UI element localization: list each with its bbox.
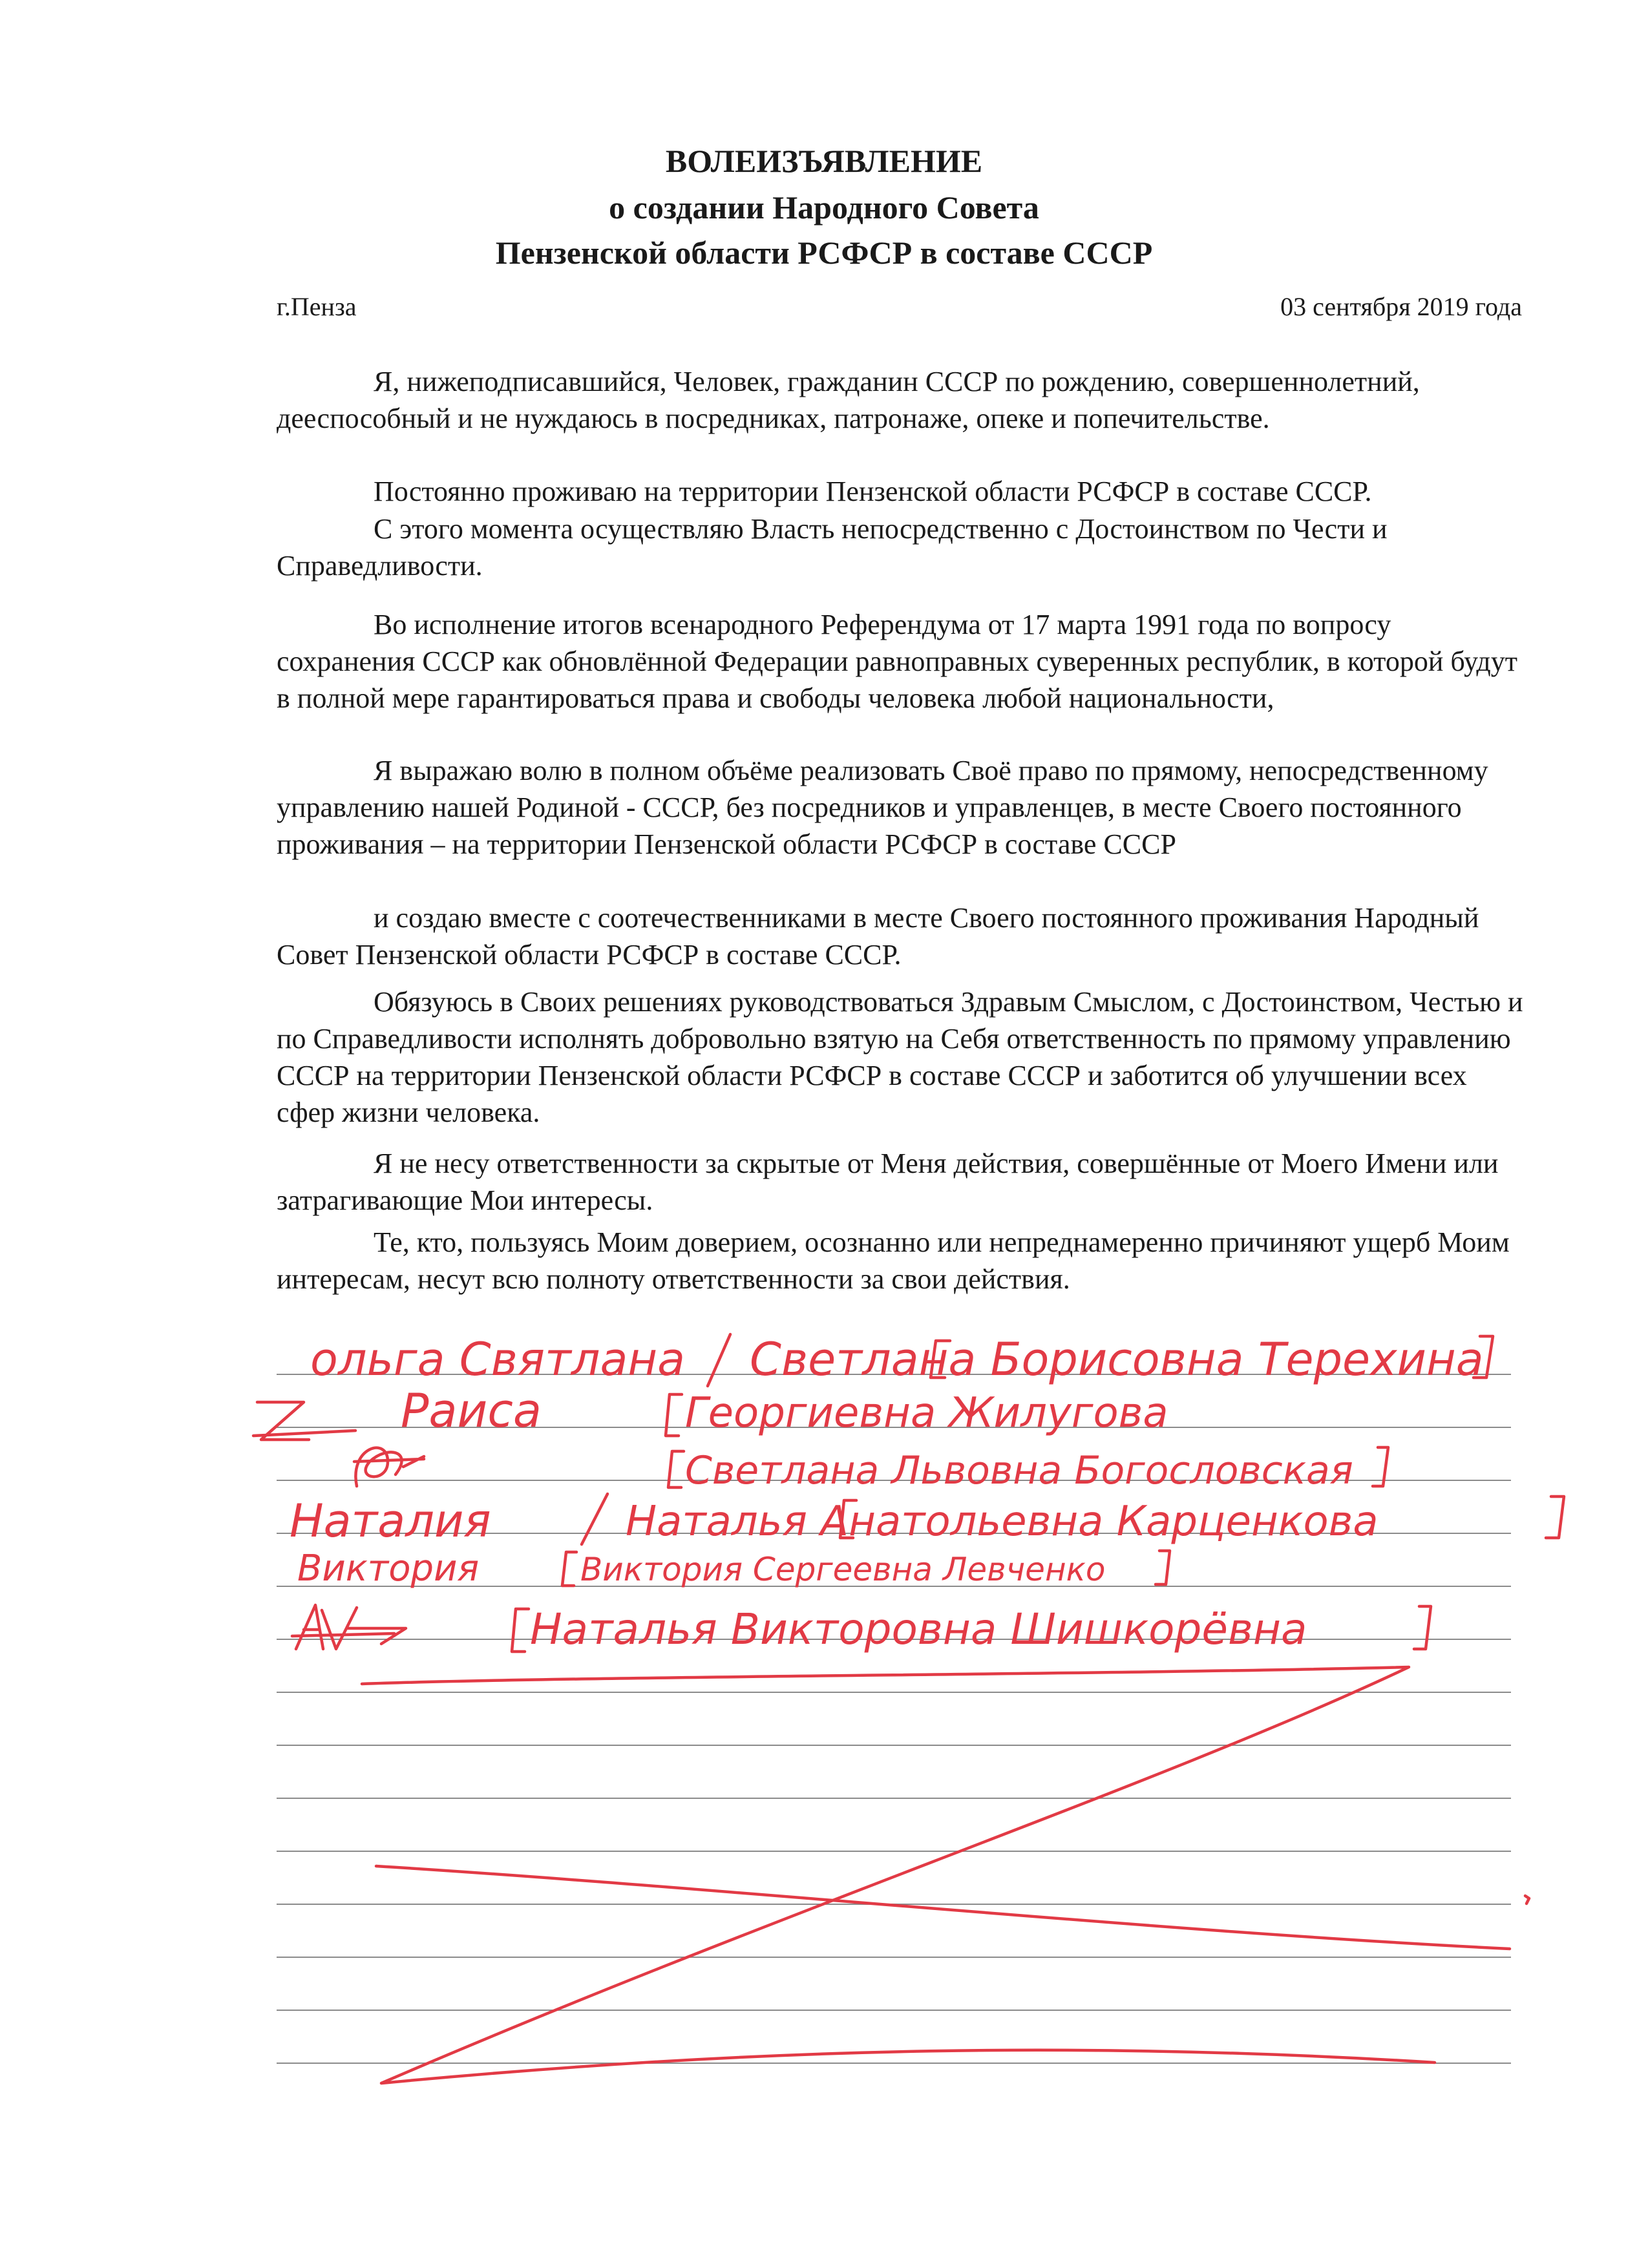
signature-separator: [708, 1334, 730, 1386]
signature-bracket: [666, 1394, 682, 1436]
signature-line: [277, 1427, 1511, 1428]
signature-line: [277, 2010, 1511, 2011]
paragraph-identity: Я, нижеподписавшийся, Человек, гражданин СССР по рождению, совершеннолетний, дееспособный и не нуждаюсь в посредниках, патронаже, опеке и попечительстве.: [277, 366, 1420, 434]
cancellation-mark: [376, 1866, 1510, 1949]
signature-line: [277, 1692, 1511, 1693]
signature-mark: Раиса: [401, 1383, 542, 1438]
signature-line: [277, 1533, 1511, 1534]
paragraph-obligation: Обязуюсь в Своих решениях руководствоваться Здравым Смыслом, с Достоинством, Честью и по Справедливости исполнять добровольно взятую на Себя ответственность по прямому управлению СССР на территории Пензенской области РСФСР в составе СССР и заботится об улучшении всех сфер жизни человека.: [277, 986, 1523, 1128]
document-date: 03 сентября 2019 года: [1280, 292, 1522, 321]
paragraph-responsibility: Я не несу ответственности за скрытые от Меня действия, совершённые от Моего Имени или затрагивающие Мои интересы.: [277, 1148, 1499, 1216]
signature-name: Наталья Викторовна Шишкорёвна: [530, 1604, 1307, 1654]
signature-line: [277, 1798, 1511, 1799]
signature-line: [277, 1586, 1511, 1587]
signature-bracket: [512, 1606, 1431, 1652]
signature-name: Светлана Борисовна Терехина: [750, 1333, 1484, 1386]
signature-line: [277, 1745, 1511, 1746]
signature-bracket: [562, 1551, 1170, 1586]
signature-row: [290, 1494, 1564, 1548]
paragraph-liability: Те, кто, пользуясь Моим доверием, осознанно или непреднамеренно причиняют ущерб Моим интересам, несут всю полноту ответственности за свои действия.: [277, 1226, 1510, 1295]
ink-speck: [1525, 1896, 1529, 1904]
signature-name: Георгиевна Жилугова: [685, 1389, 1168, 1437]
document-subtitle-line-1: о создании Народного Совета: [609, 189, 1039, 226]
paragraph-residence: Постоянно проживаю на территории Пензенской области РСФСР в составе СССР.: [374, 476, 1372, 507]
signature-line: [277, 1904, 1511, 1905]
signature-line: [277, 1480, 1511, 1481]
signature-separator: [582, 1494, 607, 1544]
signature-name: Наталья Анатольевна Карценкова: [626, 1498, 1379, 1546]
document-city: г.Пенза: [277, 292, 357, 321]
signature-line: [277, 1639, 1511, 1640]
signature-line: [277, 2063, 1511, 2064]
signature-bracket: [840, 1496, 1564, 1538]
signature-line: [277, 1957, 1511, 1958]
signature-mark: Виктория: [297, 1548, 480, 1590]
signature-row: [297, 1548, 1170, 1590]
signature-name: Виктория Сергеевна Левченко: [580, 1551, 1106, 1588]
signature-row: [310, 1333, 1493, 1386]
signature-mark: Наталия: [290, 1495, 491, 1548]
document-subtitle-line-2: Пензенской области РСФСР в составе СССР: [495, 235, 1153, 271]
paragraph-authority: С этого момента осуществляю Власть непосредственно с Достоинством по Чести и Справедливости.: [277, 513, 1388, 582]
signature-name: Светлана Львовна Богословская: [685, 1448, 1353, 1493]
signature-mark: ольга Святлана: [310, 1333, 686, 1386]
document-title: ВОЛЕИЗЪЯВЛЕНИЕ: [665, 143, 983, 179]
signature-row: [253, 1383, 1168, 1440]
signature-line: [277, 1374, 1511, 1375]
signature-mark: [253, 1402, 355, 1440]
paragraph-council: и создаю вместе с соотечественниками в месте Своего постоянного проживания Народный Совет Пензенской области РСФСР в составе СССР.: [277, 902, 1479, 971]
signature-bracket: [931, 1336, 1493, 1378]
signature-line: [277, 1851, 1511, 1852]
paragraph-referendum: Во исполнение итогов всенародного Референдума от 17 марта 1991 года по вопросу сохранения СССР как обновлённой Федерации равноправных суверенных республик, в которой будут в полной мере гарантироваться права и свободы человека любой национальности,: [277, 609, 1517, 714]
cancellation-mark: [362, 1667, 1435, 2083]
signature-bracket: [668, 1447, 1388, 1487]
paragraph-will: Я выражаю волю в полном объёме реализовать Своё право по прямому, непосредственному управлению нашей Родиной - СССР, без посредников и управленцев, в месте Своего постоянного проживания – на территории Пензенской области РСФСР в составе СССР: [277, 755, 1488, 860]
signature-row: [354, 1447, 1388, 1493]
signature-mark: [292, 1605, 406, 1649]
signature-row: [292, 1604, 1431, 1654]
